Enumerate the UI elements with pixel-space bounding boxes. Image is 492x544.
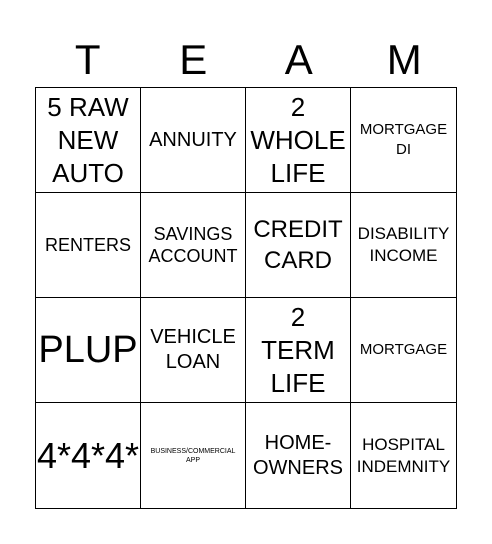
header-letter-t: T xyxy=(74,36,101,83)
bingo-cell-annuity[interactable]: ANNUITY xyxy=(141,88,246,193)
bingo-cell-mortgage-di[interactable]: MORTGAGE DI xyxy=(351,88,456,193)
bingo-cell-renters[interactable]: RENTERS xyxy=(36,193,141,298)
bingo-cell-savings-account[interactable]: SAVINGS ACCOUNT xyxy=(141,193,246,298)
bingo-cell-disability-income[interactable]: DISABILITY INCOME xyxy=(351,193,456,298)
header-letter-e: E xyxy=(179,36,208,83)
bingo-cell-mortgage[interactable]: MORTGAGE xyxy=(351,298,456,403)
bingo-cell-hospital-indemnity[interactable]: HOSPITAL INDEMNITY xyxy=(356,434,451,476)
bingo-cell-homeowners[interactable]: HOME- OWNERS xyxy=(246,403,351,508)
header-letter-a: A xyxy=(284,36,313,83)
bingo-cell-plup[interactable]: PLUP xyxy=(36,298,141,403)
bingo-cell-2-whole-life[interactable]: 2 WHOLE LIFE xyxy=(246,88,351,193)
bingo-cell-business-commercial-app[interactable]: BUSINESS/COMMERCIAL APP xyxy=(141,403,246,508)
bingo-board xyxy=(35,87,457,509)
header-letter-m: M xyxy=(386,36,422,83)
bingo-header xyxy=(35,34,457,86)
bingo-cell-credit-card[interactable]: CREDIT CARD xyxy=(246,193,351,298)
bingo-cell-2-term-life[interactable]: 2 TERM LIFE xyxy=(246,298,351,403)
bingo-cell-4-4-4[interactable]: 4*4*4* xyxy=(36,403,141,508)
bingo-cell-5-raw-new-auto[interactable]: 5 RAW NEW AUTO xyxy=(36,88,141,193)
bingo-cell-vehicle-loan[interactable]: VEHICLE LOAN xyxy=(141,298,246,403)
